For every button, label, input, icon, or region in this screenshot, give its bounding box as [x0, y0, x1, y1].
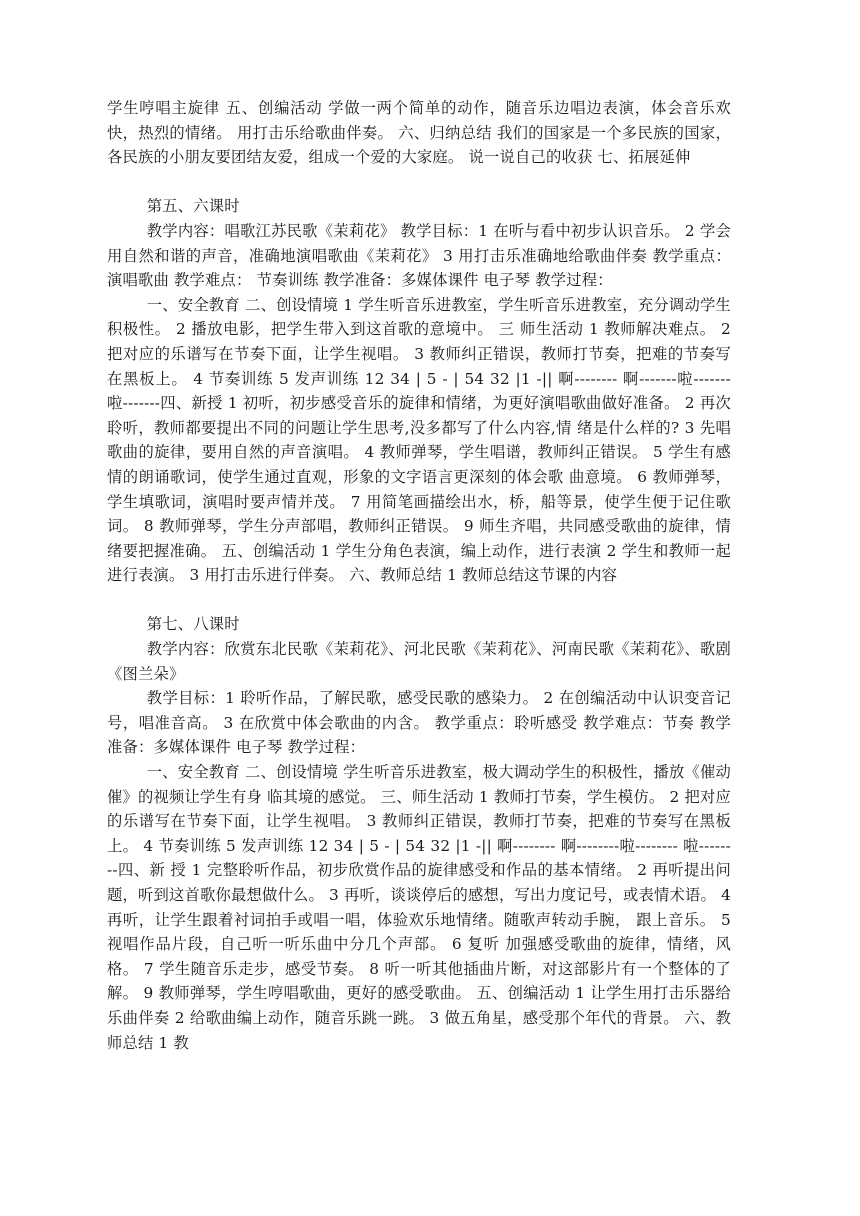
document-page [107, 96, 731, 1055]
paragraph-gap [107, 588, 731, 613]
paragraph-activities-summary: 学生哼唱主旋律 五、创编活动 学做一两个简单的动作，随音乐边唱边表演，体会音乐欢快，热烈的情绪。 用打击乐给歌曲伴奏。 六、归纳总结 我们的国家是一个多民族的国家，各民族的小朋友要团结友爱，组成一个爱的大家庭。 说一说自己的收获 七、拓展延伸 [107, 99, 731, 167]
paragraph-lesson-7-8-goals: 教学目标：1 聆听作品，了解民歌，感受民歌的感染力。 2 在创编活动中认识变音记号，唱准音高。 3 在欣赏中体会歌曲的内含。 教学重点：聆听感受 教学难点：节奏 教学准备：多媒体课件 电子琴 教学过程： [107, 689, 731, 757]
lesson-heading-5-6: 第五、六课时 [146, 197, 240, 216]
paragraph-lesson-5-6-content: 教学内容：唱歌江苏民歌《茉莉花》 教学目标：1 在听与看中初步认识音乐。 2 学会用自然和谐的声音，准确地演唱歌曲《茉莉花》 3 用打击乐准确地给歌曲伴奏 教学重点： 演唱歌曲 教学难点： 节奏训练 教学准备：多媒体课件 电子琴 教学过程： [107, 221, 731, 290]
paragraph-lesson-7-8-process: 一、安全教育 二、创设情境 学生听音乐进教室，极大调动学生的积极性，播放《催动催》的视频让学生有身 临其境的感觉。 三、师生活动 1 教师打节奏，学生模仿。 2 把对应的乐谱写在节奏下面，让学生视唱。 3 教师纠正错误，教师打节奏，把难的节奏写在黑板上。 4 节奏训练 5 发声训练 12 34 | 5 - | 54 32 |1 -|| 啊-------- 啊--------啦-------- 啦--------四、新 授 1 完整聆听作品，初步欣赏作品的旋律感受和作品的基本情绪。 2 再听提出问题，听到这首歌你最想做什么。 3 再听，谈谈停后的感想，写出力度记号，或表情术语。 4 再听，让学生跟着衬词拍手或唱一唱，体验欢乐地情绪。随歌声转动手腕， 跟上音乐。 5 视唱作品片段，自己听一听乐曲中分几个声部。 6 复听 加强感受歌曲的旋律，情绪，风格。 7 学生随音乐走步，感受节奏。 8 听一听其他插曲片断，对这部影片有一个整体的了解。 9 教师弹琴，学生哼唱歌曲，更好的感受歌曲。 五、创编活动 1 让学生用打击乐器给乐曲伴奏 2 给歌曲编上动作，随音乐跳一跳。 3 做五角星，感受那个年代的背景。 六、教师总结 1 教 [107, 763, 731, 1052]
paragraph-lesson-5-6-process: 一、安全教育 二、创设情境 1 学生听音乐进教室，学生听音乐进教室，充分调动学生积极性。 2 播放电影，把学生带入到这首歌的意境中。 三 师生活动 1 教师解决难点。 2 把对应的乐谱写在节奏下面，让学生视唱。 3 教师纠正错误，教师打节奏，把难的节奏写在黑板上。 4 节奏训练 5 发声训练 12 34 | 5 - | 54 32 |1 -|| 啊-------- 啊-------啦-------啦-------四、新授 1 初听，初步感受音乐的旋律和情绪，为更好演唱歌曲做好准备。 2 再次聆听，教师都要提出不同的问题让学生思考,没多都写了什么内容,情 绪是什么样的? 3 先唱歌曲的旋律，要用自然的声音演唱。 4 教师弹琴，学生唱谱，教师纠正错误。 5 学生有感情的朗诵歌词，使学生通过直观，形象的文字语言更深刻的体会歌 曲意境。 6 教师弹琴，学生填歌词，演唱时要声情并茂。 7 用简笔画描绘出水，桥，船等景，使学生便于记住歌词。 8 教师弹琴，学生分声部唱，教师纠正错误。 9 师生齐唱，共同感受歌曲的旋律，情绪要把握准确。 五、创编活动 1 学生分角色表演，编上动作，进行表演 2 学生和教师一起进行表演。 3 用打击乐进行伴奏。 六、教师总结 1 教师总结这节课的内容 [107, 295, 731, 585]
paragraph-gap [107, 170, 731, 195]
paragraph-lesson-7-8-content: 教学内容：欣赏东北民歌《茉莉花》、河北民歌《茉莉花》、河南民歌《茉莉花》、歌剧 《图兰朵》 [107, 640, 731, 683]
lesson-heading-7-8: 第七、八课时 [146, 615, 240, 634]
